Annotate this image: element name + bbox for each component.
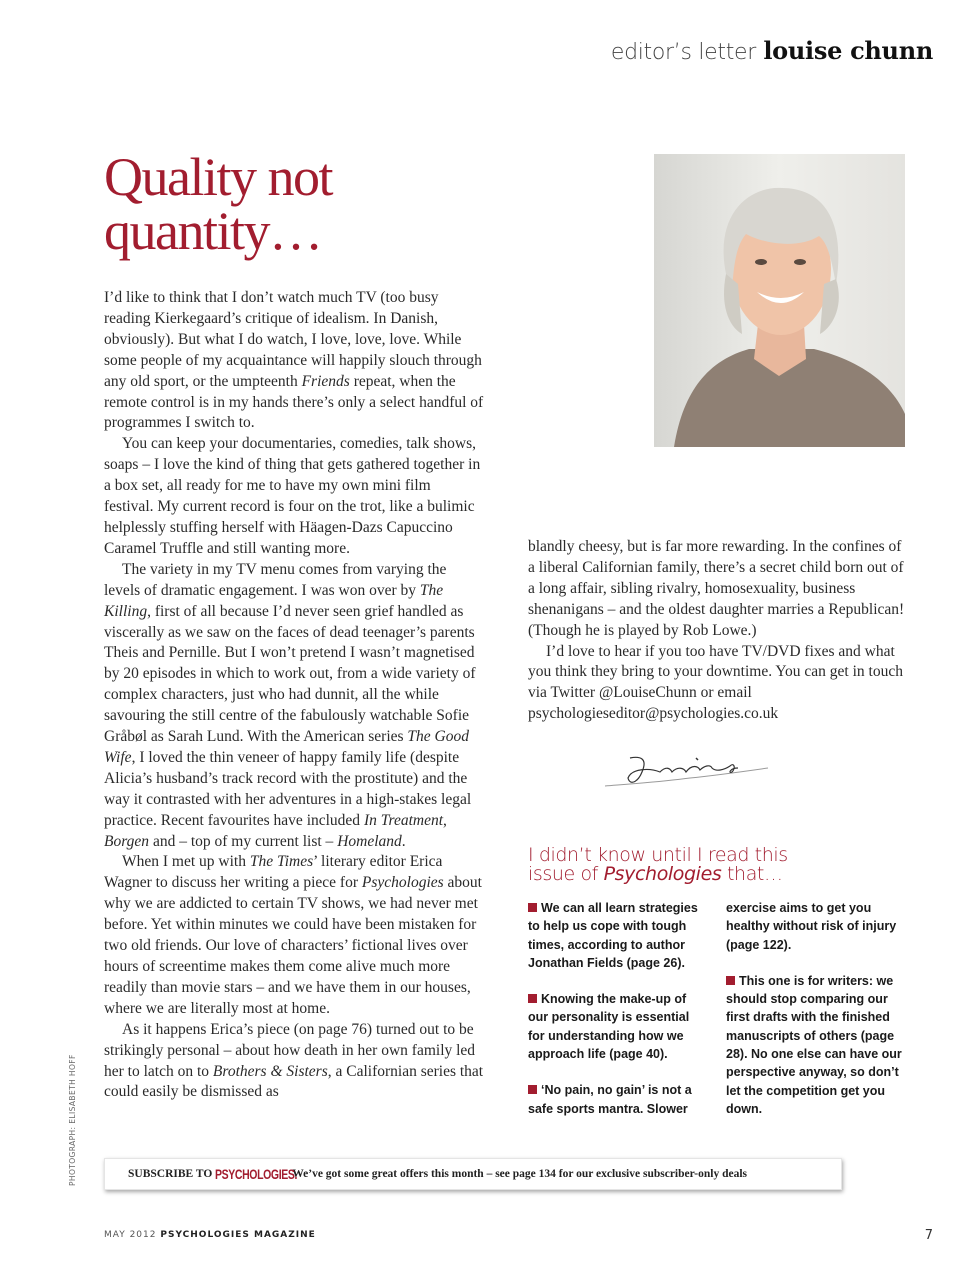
article-column-2: [528, 537, 908, 725]
list-item: [528, 1081, 706, 1118]
section-label: editor’s letter: [610, 40, 757, 65]
sidebar-column-2: [726, 899, 904, 1136]
paragraph: I’d love to hear if you too have TV/DVD fixes and what you think they bring to your downtime. You can get in touch via Twitter @LouiseChunn or email psychologieseditor@psychologies.co.uk: [528, 642, 903, 723]
subscribe-banner[interactable]: [104, 1158, 842, 1190]
page-title: Quality not quantity…: [104, 147, 332, 261]
section-header: [611, 36, 933, 65]
paragraph: blandly cheesy, but is far more rewarding. In the confines of a liberal Californian family, there’s a secret child born out of a long affair, sibling rivalry, homosexuality, business shenanigans – and the oldest daughter marries a Republican! (Though he is played by Rob Lowe.): [528, 538, 905, 639]
bullet-square-icon: [528, 994, 537, 1003]
signature-image: [600, 738, 772, 800]
list-item-text: ‘No pain, no gain’ is not a safe sports mantra. Slower: [528, 1083, 692, 1116]
list-item: [528, 899, 706, 972]
bullet-square-icon: [528, 1085, 537, 1094]
page-footer: [104, 1230, 316, 1240]
sidebar-title: I didn’t know until I read this issue of Psychologies that…: [528, 844, 788, 885]
magazine-name: PSYCHOLOGIES MAGAZINE: [160, 1230, 316, 1240]
paragraph: When I met up with The Times’ literary editor Erica Wagner to discuss her writing a piece for Psychologies about why we are addicted to certain TV shows, we had never met before. Yet within minutes we could have been mistaken for two old friends. Our love of characters’ fictional lives over hours of screentime makes them come alive much more readily than movie stars – and we have them in our houses, where we are literally most at home.: [104, 853, 482, 1017]
paragraph: I’d like to think that I don’t watch much TV (too busy reading Kierkegaard’s critique of idealism. In Danish, obviously). But what I do watch, I love, love, love. While some people of my acquaintance will happily slouch through any old sport, or the umpteenth Friends repeat, when the remote control is in my hands there’s only a select handful of programmes I switch to.: [104, 289, 484, 432]
bullet-square-icon: [726, 976, 735, 985]
page-number: 7: [924, 1228, 933, 1243]
editor-signature: [600, 738, 772, 800]
brand-logo: PSYCHOLOGIES.: [215, 1166, 298, 1182]
bullet-square-icon: [528, 903, 537, 912]
list-item: [726, 899, 904, 954]
portrait-image: [654, 154, 905, 447]
list-item: [726, 972, 904, 1118]
photo-credit: PHOTOGRAPH: ELISABETH HOFF: [68, 1054, 77, 1186]
list-item-text: Knowing the make-up of our personality is essential for understanding how we approach life (page 40).: [528, 992, 690, 1062]
article-column-1: [104, 288, 484, 1103]
list-item-text: This one is for writers: we should stop comparing our first drafts with the finished manuscripts of others (page 28). No one else can have our perspective anyway, so don’t let the competition get you down.: [726, 973, 902, 1116]
paragraph: You can keep your documentaries, comedies, talk shows, soaps – I love the kind of thing that gets gathered together in a box set, all ready for me to have my own mini film festival. My current record is four on the trot, like a bulimic helplessly stuffing herself with Häagen-Dazs Capuccino Caramel Truffle and still wanting more.: [104, 435, 481, 557]
author-photo: [654, 154, 905, 447]
author-name: louise chunn: [763, 36, 933, 65]
subscribe-text: We’ve got some great offers this month – see page 134 for our exclusive subscriber-only deals: [292, 1168, 748, 1180]
issue-date: MAY 2012: [104, 1230, 157, 1240]
paragraph: The variety in my TV menu comes from varying the levels of dramatic engagement. I was won over by The Killing, first of all because I’d never seen grief handled as viscerally as we saw on the faces of dead teenager’s parents Theis and Pernille. But I won’t pretend I wasn’t magnetised by 20 episodes in which to work out, from a wide variety of complex characters, just who had dunnit, all the while savouring the still centre of the fabulously watchable Sofie Gråbøl as Sarah Lund. With the American series The Good Wife, I loved the thin veneer of happy family life (despite Alicia’s husband’s track record with the prostitute) and the way it contrasted with her adventures in a high-stakes legal practice. Recent favourites have included In Treatment, Borgen and – top of my current list – Homeland.: [104, 560, 476, 850]
sidebar-column-1: [528, 899, 706, 1136]
list-item-text: We can all learn strategies to help us cope with tough times, according to author Jonathan Fields (page 26).: [528, 901, 698, 970]
list-item: [528, 990, 706, 1063]
paragraph: As it happens Erica’s piece (on page 76) turned out to be strikingly personal – about how death in her own family led her to latch on to Brothers & Sisters, a Californian series that could easily be dismissed as: [104, 1020, 484, 1101]
subscribe-lead: SUBSCRIBE TO: [128, 1168, 213, 1180]
list-item-text: exercise aims to get you healthy without risk of injury (page 122).: [726, 901, 897, 952]
